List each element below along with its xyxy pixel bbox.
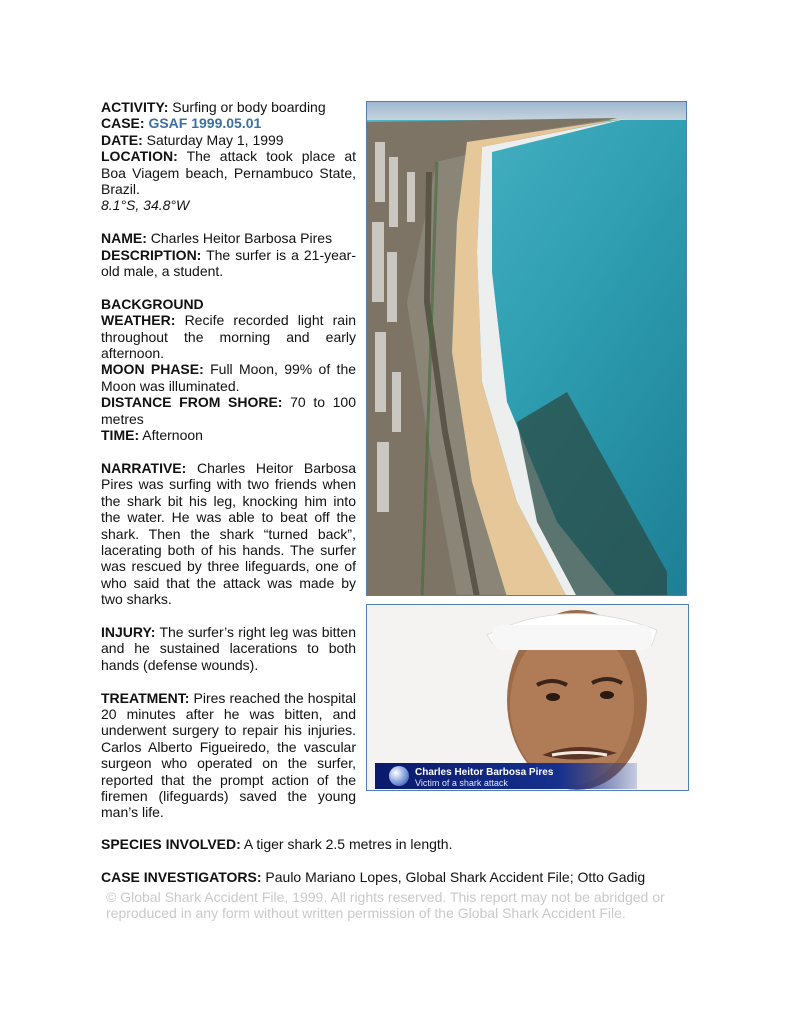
narrative-label: NARRATIVE: — [101, 459, 187, 476]
narrative-paragraph — [101, 460, 356, 608]
news-globe-icon — [389, 766, 409, 786]
moon-line — [101, 361, 356, 394]
beach-aerial-photo — [366, 101, 687, 596]
victim-portrait-photo — [366, 604, 689, 791]
weather-value: Recife recorded light rain throughout the morning and early afternoon. — [101, 312, 356, 362]
caption-subtitle: Victim of a shark attack — [415, 778, 508, 788]
weather-label: WEATHER: — [101, 312, 176, 329]
description-value: The surfer is a 21-year-old male, a student. — [101, 246, 357, 280]
investigators-label: CASE INVESTIGATORS: — [101, 869, 262, 885]
activity-value: Surfing or body boarding — [172, 99, 326, 115]
location-label: LOCATION: — [101, 148, 178, 165]
species-line — [101, 836, 452, 852]
time-label: TIME: — [101, 427, 140, 444]
time-line — [101, 427, 356, 443]
location-value: The attack took place at Boa Viagem beach, Pernambuco State, Brazil. — [101, 148, 357, 198]
caption-name: Charles Heitor Barbosa Pires — [415, 767, 554, 778]
background-heading: BACKGROUND — [101, 295, 204, 312]
beach-aerial-illustration — [367, 102, 687, 596]
case-label: CASE: — [101, 115, 145, 132]
species-label: SPECIES INVOLVED: — [101, 836, 241, 852]
name-value: Charles Heitor Barbosa Pires — [150, 230, 333, 247]
case-line — [101, 115, 356, 131]
moon-label: MOON PHASE: — [101, 361, 204, 378]
distance-value: 70 to 100 metres — [101, 394, 356, 427]
treatment-text: Pires reached the hospital 20 minutes after he was bitten, and underwent surgery to repair his injuries. Carlos Alberto Figueiredo, the vascular surgeon who operated on the surfer, reported that the prompt action of the firemen (lifeguards) saved the young man’s life. — [101, 689, 357, 821]
name-line — [101, 230, 356, 246]
injury-label: INJURY: — [101, 623, 156, 640]
weather-line — [101, 312, 356, 361]
injury-text: The surfer’s right leg was bitten and he sustained lacerations to both hands (defense wounds). — [101, 623, 357, 673]
moon-value: Full Moon, 99% of the Moon was illuminated. — [101, 361, 357, 394]
date-label: DATE: — [101, 131, 143, 148]
narrative-text: Charles Heitor Barbosa Pires was surfing with two friends when the shark bit his leg, knocking him into the water. He was able to beat off the shark. Then the shark “turned back”, lacerating both of his hands. The surfer was rescued by three lifeguards, one of who said that the attack was made by two sharks. — [101, 459, 356, 608]
time-value: Afternoon — [142, 427, 203, 444]
activity-label: ACTIVITY: — [101, 99, 169, 115]
species-value: A tiger shark 2.5 metres in length. — [243, 836, 453, 852]
copyright-notice: © Global Shark Accident File, 1999. All rights reserved. This report may not be abridged or reproduced in any form without written permission of the Global Shark Accident File. — [106, 889, 665, 922]
date-line — [101, 132, 356, 148]
distance-line — [101, 394, 356, 427]
report-column — [101, 99, 356, 821]
name-label: NAME: — [101, 230, 147, 247]
investigators-value: Paulo Mariano Lopes, Global Shark Accident File; Otto Gadig — [265, 869, 646, 885]
injury-paragraph — [101, 624, 356, 673]
portrait-caption-bar — [375, 763, 637, 789]
distance-label: DISTANCE FROM SHORE: — [101, 394, 283, 411]
activity-line — [101, 99, 356, 115]
coordinates: 8.1°S, 34.8°W — [101, 197, 190, 214]
location-line — [101, 148, 356, 197]
investigators-line — [101, 869, 645, 885]
treatment-paragraph — [101, 690, 356, 821]
description-line — [101, 247, 356, 280]
description-label: DESCRIPTION: — [101, 246, 202, 263]
date-value: Saturday May 1, 1999 — [146, 131, 284, 148]
treatment-label: TREATMENT: — [101, 689, 190, 706]
case-id-link[interactable]: GSAF 1999.05.01 — [148, 115, 262, 132]
